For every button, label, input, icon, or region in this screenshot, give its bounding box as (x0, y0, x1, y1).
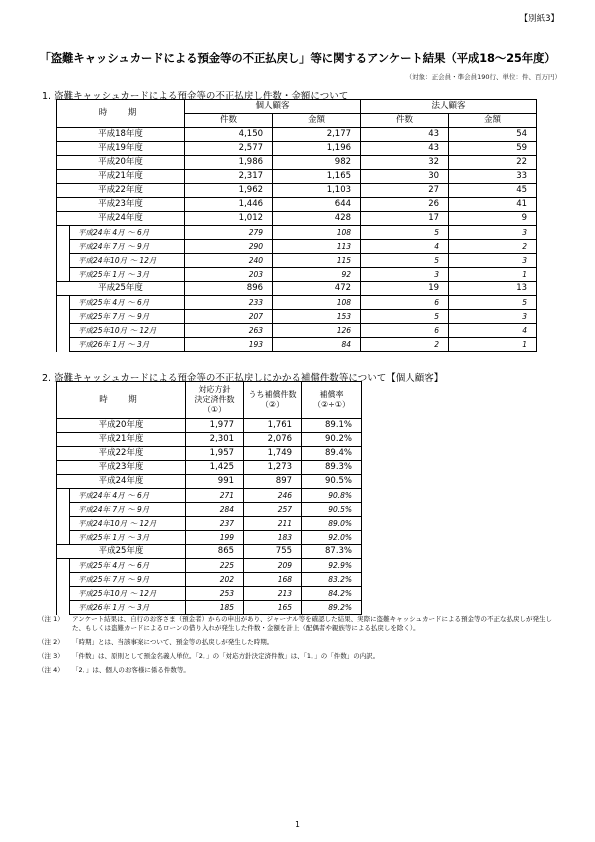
table-row-year (57, 419, 362, 433)
period-cell: 平成25年 7月 ～ 9月 (70, 573, 186, 587)
table-row-year (57, 156, 537, 170)
value-cell-d: 199 (186, 531, 244, 545)
value-cell-d: 225 (186, 559, 244, 573)
header-individual-count: 件数 (185, 114, 273, 128)
value-cell-cc: 26 (361, 198, 449, 212)
indent-cell (57, 310, 70, 324)
value-cell-r: 92.9% (302, 559, 362, 573)
period-cell: 平成18年度 (57, 128, 185, 142)
value-cell-ca: 41 (449, 198, 537, 212)
header-individual-customers: 個人顧客 (185, 100, 361, 114)
period-cell: 平成25年 1月 ～ 3月 (70, 531, 186, 545)
table-row-year (57, 433, 362, 447)
value-cell-c: 1,273 (244, 461, 302, 475)
value-cell-ca: 33 (449, 170, 537, 184)
period-cell: 平成26年 1月 ～ 3月 (70, 338, 185, 352)
value-cell-ic: 1,962 (185, 184, 273, 198)
header-corporate-count: 件数 (361, 114, 449, 128)
indent-cell (57, 503, 70, 517)
table-row-year (57, 461, 362, 475)
period-cell: 平成24年度 (57, 475, 186, 489)
value-cell-r: 90.2% (302, 433, 362, 447)
value-cell-d: 253 (186, 587, 244, 601)
value-cell-ia: 126 (273, 324, 361, 338)
value-cell-ia: 472 (273, 282, 361, 296)
period-cell: 平成25年度 (57, 282, 185, 296)
indent-cell (57, 240, 70, 254)
period-cell: 平成25年10月 ～ 12月 (70, 587, 186, 601)
value-cell-cc: 17 (361, 212, 449, 226)
table-row-year (57, 212, 537, 226)
header-period: 時 期 (57, 382, 186, 419)
value-cell-d: 1,425 (186, 461, 244, 475)
table-row-quarter (57, 601, 362, 615)
value-cell-ic: 263 (185, 324, 273, 338)
value-cell-ic: 1,446 (185, 198, 273, 212)
period-cell: 平成25年度 (57, 545, 186, 559)
indent-cell (57, 226, 70, 240)
table-row-year (57, 142, 537, 156)
value-cell-ca: 4 (449, 324, 537, 338)
value-cell-ic: 1,986 (185, 156, 273, 170)
table-row-year (57, 545, 362, 559)
value-cell-ca: 9 (449, 212, 537, 226)
indent-cell (57, 601, 70, 615)
value-cell-ca: 13 (449, 282, 537, 296)
value-cell-d: 991 (186, 475, 244, 489)
table-row-quarter (57, 240, 537, 254)
table-row-quarter (57, 254, 537, 268)
value-cell-cc: 2 (361, 338, 449, 352)
table-row-quarter (57, 573, 362, 587)
header-compensated-count: うち補償件数 （②） (244, 382, 302, 419)
value-cell-c: 183 (244, 531, 302, 545)
value-cell-ca: 54 (449, 128, 537, 142)
table-row-quarter (57, 503, 362, 517)
table-row-year (57, 170, 537, 184)
value-cell-r: 89.2% (302, 601, 362, 615)
value-cell-ca: 3 (449, 310, 537, 324)
footnote-item (38, 666, 558, 675)
table-row-quarter (57, 517, 362, 531)
footnote-text: 「時期」とは、当該事案について、預金等の払戻しが発生した時期。 (72, 638, 274, 646)
indent-cell (57, 324, 70, 338)
period-cell: 平成22年度 (57, 447, 186, 461)
value-cell-d: 284 (186, 503, 244, 517)
value-cell-ic: 279 (185, 226, 273, 240)
indent-cell (57, 587, 70, 601)
value-cell-c: 1,749 (244, 447, 302, 461)
value-cell-ia: 644 (273, 198, 361, 212)
value-cell-ca: 1 (449, 268, 537, 282)
table-row-year (57, 198, 537, 212)
period-cell: 平成25年 4月 ～ 6月 (70, 559, 186, 573)
value-cell-ca: 5 (449, 296, 537, 310)
value-cell-cc: 30 (361, 170, 449, 184)
value-cell-d: 202 (186, 573, 244, 587)
value-cell-ca: 59 (449, 142, 537, 156)
value-cell-cc: 19 (361, 282, 449, 296)
period-cell: 平成24年度 (57, 212, 185, 226)
value-cell-r: 83.2% (302, 573, 362, 587)
value-cell-c: 168 (244, 573, 302, 587)
value-cell-c: 246 (244, 489, 302, 503)
table-row-year (57, 475, 362, 489)
period-cell: 平成19年度 (57, 142, 185, 156)
value-cell-cc: 43 (361, 142, 449, 156)
value-cell-ic: 207 (185, 310, 273, 324)
value-cell-r: 90.5% (302, 503, 362, 517)
table-row-quarter (57, 587, 362, 601)
value-cell-ia: 982 (273, 156, 361, 170)
value-cell-ia: 1,103 (273, 184, 361, 198)
table-row-year (57, 282, 537, 296)
compensation-table (56, 381, 362, 615)
footnote-key: （注 1） (38, 615, 64, 623)
period-cell: 平成21年度 (57, 170, 185, 184)
header-decided-count: 対応方針 決定済件数 （①） (186, 382, 244, 419)
period-cell: 平成23年度 (57, 198, 185, 212)
table-row-quarter (57, 324, 537, 338)
table-row-quarter (57, 310, 537, 324)
footnote-key: （注 3） (38, 652, 64, 660)
indent-cell (57, 489, 70, 503)
value-cell-ia: 1,165 (273, 170, 361, 184)
header-corporate-amount: 金額 (449, 114, 537, 128)
period-cell: 平成24年 7月 ～ 9月 (70, 240, 185, 254)
period-cell: 平成25年 4月 ～ 6月 (70, 296, 185, 310)
value-cell-ia: 108 (273, 296, 361, 310)
value-cell-c: 211 (244, 517, 302, 531)
fraud-count-amount-table (56, 99, 537, 352)
period-cell: 平成24年 4月 ～ 6月 (70, 489, 186, 503)
period-cell: 平成25年 1月 ～ 3月 (70, 268, 185, 282)
value-cell-d: 2,301 (186, 433, 244, 447)
indent-cell (57, 254, 70, 268)
indent-cell (57, 296, 70, 310)
value-cell-ia: 153 (273, 310, 361, 324)
value-cell-r: 90.8% (302, 489, 362, 503)
value-cell-ia: 428 (273, 212, 361, 226)
period-cell: 平成24年 7月 ～ 9月 (70, 503, 186, 517)
indent-cell (57, 268, 70, 282)
value-cell-ic: 2,577 (185, 142, 273, 156)
value-cell-d: 185 (186, 601, 244, 615)
value-cell-cc: 43 (361, 128, 449, 142)
value-cell-c: 2,076 (244, 433, 302, 447)
value-cell-r: 89.4% (302, 447, 362, 461)
value-cell-r: 89.1% (302, 419, 362, 433)
page-number: 1 (295, 820, 300, 829)
value-cell-cc: 5 (361, 254, 449, 268)
table-row-year (57, 128, 537, 142)
value-cell-ia: 92 (273, 268, 361, 282)
value-cell-ia: 1,196 (273, 142, 361, 156)
value-cell-cc: 5 (361, 310, 449, 324)
value-cell-ic: 896 (185, 282, 273, 296)
value-cell-cc: 6 (361, 324, 449, 338)
value-cell-cc: 4 (361, 240, 449, 254)
table-row-quarter (57, 489, 362, 503)
value-cell-ic: 193 (185, 338, 273, 352)
footnote-text: 「2．」は、個人のお客様に係る件数等。 (72, 666, 190, 674)
period-cell: 平成24年 4月 ～ 6月 (70, 226, 185, 240)
value-cell-r: 89.3% (302, 461, 362, 475)
value-cell-cc: 32 (361, 156, 449, 170)
value-cell-d: 865 (186, 545, 244, 559)
value-cell-d: 271 (186, 489, 244, 503)
value-cell-ca: 22 (449, 156, 537, 170)
period-cell: 平成23年度 (57, 461, 186, 475)
indent-cell (57, 338, 70, 352)
footnotes (38, 615, 558, 680)
value-cell-c: 257 (244, 503, 302, 517)
value-cell-ic: 233 (185, 296, 273, 310)
period-cell: 平成24年10月 ～ 12月 (70, 254, 185, 268)
value-cell-c: 1,761 (244, 419, 302, 433)
value-cell-cc: 3 (361, 268, 449, 282)
value-cell-ca: 1 (449, 338, 537, 352)
footnote-text: アンケート結果は、自行のお客さま（預金者）からの申出があり、ジャーナル等を確認した結果、実際に盗難キャッシュカードによる預金等の不正な払戻しが発生した、もしくは盗難カードによるローンの借り入れが発生した件数・金額を計上（配偶者や親族等による払戻しを除く）。 (72, 615, 553, 632)
table-row-quarter (57, 559, 362, 573)
period-cell: 平成22年度 (57, 184, 185, 198)
value-cell-ca: 3 (449, 226, 537, 240)
value-cell-r: 84.2% (302, 587, 362, 601)
value-cell-r: 87.3% (302, 545, 362, 559)
footnote-key: （注 4） (38, 666, 64, 674)
value-cell-d: 1,977 (186, 419, 244, 433)
table-row-quarter (57, 531, 362, 545)
period-cell: 平成24年10月 ～ 12月 (70, 517, 186, 531)
value-cell-cc: 27 (361, 184, 449, 198)
value-cell-ia: 113 (273, 240, 361, 254)
period-cell: 平成26年 1月 ～ 3月 (70, 601, 186, 615)
period-cell: 平成20年度 (57, 156, 185, 170)
value-cell-cc: 5 (361, 226, 449, 240)
table-row-quarter (57, 268, 537, 282)
table-row-quarter (57, 226, 537, 240)
value-cell-ic: 290 (185, 240, 273, 254)
header-period: 時 期 (57, 100, 185, 128)
section2-title: 2. 盗難キャッシュカードによる預金等の不正払戻しにかかる補償件数等について【個人顧客】 (42, 373, 444, 384)
footnote-item (38, 615, 558, 633)
value-cell-ia: 84 (273, 338, 361, 352)
value-cell-ic: 2,317 (185, 170, 273, 184)
value-cell-c: 165 (244, 601, 302, 615)
period-cell: 平成21年度 (57, 433, 186, 447)
value-cell-r: 89.0% (302, 517, 362, 531)
value-cell-ia: 115 (273, 254, 361, 268)
value-cell-c: 213 (244, 587, 302, 601)
value-cell-d: 1,957 (186, 447, 244, 461)
value-cell-cc: 6 (361, 296, 449, 310)
footnote-item (38, 638, 558, 647)
footnote-item (38, 652, 558, 661)
value-cell-ia: 108 (273, 226, 361, 240)
indent-cell (57, 573, 70, 587)
header-individual-amount: 金額 (273, 114, 361, 128)
period-cell: 平成25年 7月 ～ 9月 (70, 310, 185, 324)
value-cell-r: 90.5% (302, 475, 362, 489)
indent-cell (57, 531, 70, 545)
header-compensation-rate: 補償率 （②÷①） (302, 382, 362, 419)
value-cell-ca: 45 (449, 184, 537, 198)
survey-scope-note: （対象：正会員・準会員190行、単位：件、百万円） (405, 73, 561, 81)
footnote-key: （注 2） (38, 638, 64, 646)
table-row-year (57, 184, 537, 198)
value-cell-c: 209 (244, 559, 302, 573)
value-cell-ic: 203 (185, 268, 273, 282)
value-cell-r: 92.0% (302, 531, 362, 545)
table-row-year (57, 447, 362, 461)
value-cell-ca: 2 (449, 240, 537, 254)
value-cell-ic: 240 (185, 254, 273, 268)
document-number: 【別紙3】 (519, 14, 559, 24)
indent-cell (57, 559, 70, 573)
value-cell-ca: 3 (449, 254, 537, 268)
header-corporate-customers: 法人顧客 (361, 100, 537, 114)
page-title: 「盗難キャッシュカードによる預金等の不正払戻し」等に関するアンケート結果（平成18～25年度） (39, 51, 556, 65)
footnote-text: 「件数」は、原則として預金名義人単位。「2．」の「対応方針決定済件数」は、「1．」の「件数」の内訳。 (72, 652, 380, 660)
value-cell-c: 897 (244, 475, 302, 489)
value-cell-ia: 2,177 (273, 128, 361, 142)
period-cell: 平成25年10月 ～ 12月 (70, 324, 185, 338)
table-row-quarter (57, 296, 537, 310)
value-cell-ic: 4,150 (185, 128, 273, 142)
indent-cell (57, 517, 70, 531)
value-cell-d: 237 (186, 517, 244, 531)
section1-title: 1. 盗難キャッシュカードによる預金等の不正払戻し件数・金額について (42, 91, 349, 102)
value-cell-c: 755 (244, 545, 302, 559)
period-cell: 平成20年度 (57, 419, 186, 433)
table-row-quarter (57, 338, 537, 352)
value-cell-ic: 1,012 (185, 212, 273, 226)
